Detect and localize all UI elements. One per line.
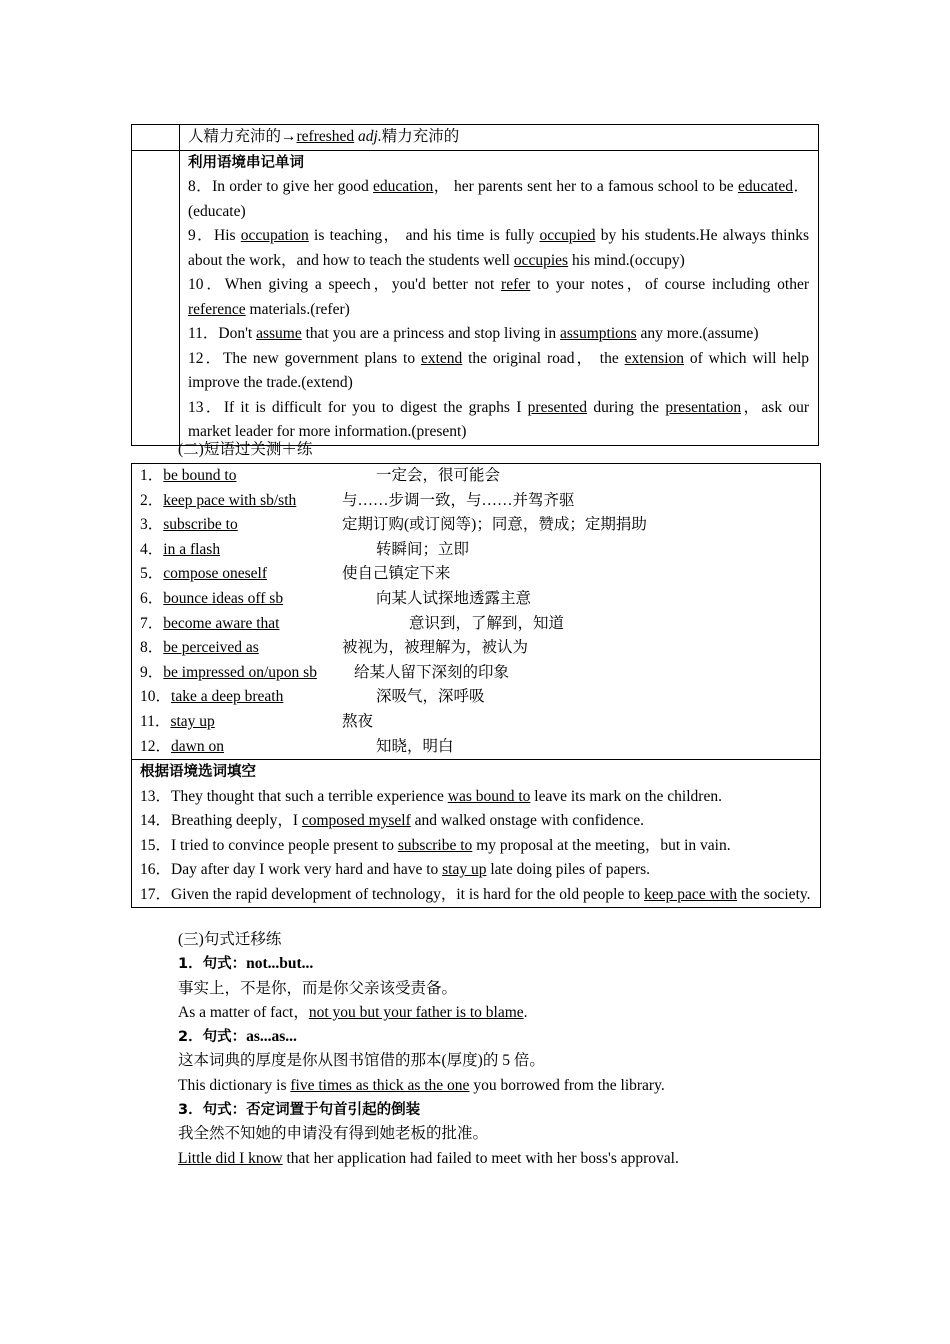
phrase-row: 11．stay up 熬夜 bbox=[132, 710, 820, 735]
answer: subscribe to bbox=[397, 836, 473, 854]
part-of-speech: adj. bbox=[358, 128, 382, 145]
phrase-zh: 熬夜 bbox=[342, 712, 374, 730]
phrase-row: 2．keep pace with sb/sth 与……步调一致，与……并驾齐驱 bbox=[132, 489, 820, 514]
answer: refer bbox=[501, 276, 531, 293]
answer: occupied bbox=[539, 227, 596, 244]
answer: assume bbox=[256, 325, 302, 342]
exercise-item: 14．Breathing deeply，I composed myself and walked onstage with confidence. bbox=[140, 812, 645, 830]
phrase-en: subscribe to bbox=[163, 516, 238, 534]
phrase-table bbox=[131, 463, 821, 908]
answer: stay up bbox=[442, 861, 487, 879]
phrase-row: 12．dawn on 知晓，明白 bbox=[132, 735, 820, 760]
derivation-word: refreshed bbox=[296, 128, 355, 145]
fill-in-section bbox=[132, 759, 820, 907]
answer: presented bbox=[527, 398, 588, 416]
context-exercise-cell bbox=[180, 150, 819, 445]
phrase-en: stay up bbox=[170, 712, 215, 730]
section3-title: (三)句式迁移练 bbox=[178, 931, 282, 948]
phrase-en: be bound to bbox=[163, 467, 237, 484]
sentence-pattern-section bbox=[178, 928, 818, 1171]
phrase-row: 1．be bound to 一定会，很可能会 bbox=[132, 464, 820, 489]
exercise-item: 15．I tried to convince people present to subscribe to my proposal at the meeting，but in vain. bbox=[140, 836, 731, 854]
exercise-item: 16．Day after day I work very hard and have to stay up late doing piles of papers. bbox=[140, 861, 651, 879]
phrase-en: keep pace with sb/sth bbox=[163, 491, 297, 509]
section-heading: 利用语境串记单词 bbox=[188, 154, 304, 171]
answer: Little did I know bbox=[178, 1149, 283, 1167]
phrase-en: be impressed on/upon sb bbox=[163, 663, 317, 681]
english-sentence: Little did I know that her application had failed to meet with her boss's approval. bbox=[178, 1149, 679, 1167]
english-sentence: As a matter of fact，not you but your father is to blame. bbox=[178, 1003, 528, 1021]
phrase-en: compose oneself bbox=[163, 565, 267, 583]
phrase-row: 5．compose oneself 使自己镇定下来 bbox=[132, 562, 820, 587]
answer: occupation bbox=[240, 227, 309, 244]
phrase-row: 9．be impressed on/upon sb 给某人留下深刻的印象 bbox=[132, 661, 820, 686]
phrase-zh: 与……步调一致，与……并驾齐驱 bbox=[342, 491, 575, 509]
phrase-row: 10．take a deep breath 深吸气，深呼吸 bbox=[132, 685, 820, 710]
phrase-zh: 深吸气，深呼吸 bbox=[376, 688, 485, 706]
exercise-item: 17．Given the rapid development of technology，it is hard for the old people to keep pace with the society. bbox=[140, 885, 811, 903]
phrase-row: 4．in a flash 转瞬间；立即 bbox=[132, 538, 820, 563]
phrase-row: 3．subscribe to 定期订购(或订阅等)；同意，赞成；定期捐助 bbox=[132, 513, 820, 538]
phrase-zh: 给某人留下深刻的印象 bbox=[354, 663, 510, 681]
table-left-cell bbox=[132, 125, 180, 151]
pattern-heading: 1．句式：not...but... bbox=[178, 955, 314, 973]
answer: not you but your father is to blame bbox=[308, 1003, 524, 1021]
exercise-item: 10．When giving a speech，you'd better not refer to your notes，of course including other reference materials.(refer) bbox=[188, 276, 809, 318]
phrase-en: in a flash bbox=[163, 540, 221, 558]
answer: composed myself bbox=[301, 812, 411, 830]
word-derivation-row bbox=[180, 125, 819, 151]
section2-title: (二)短语过关测＋练 bbox=[178, 441, 313, 458]
phrase-row: 6．bounce ideas off sb 向某人试探地透露主意 bbox=[132, 587, 820, 612]
answer: keep pace with bbox=[644, 885, 738, 903]
exercise-item: 9．His occupation is teaching， and his time is fully occupied by his students.He always thinks about the work，and how to teach the students well occupies his mind.(occupy) bbox=[188, 227, 809, 269]
answer: occupies bbox=[513, 251, 569, 269]
exercise-item: 11．Don't assume that you are a princess and stop living in assumptions any more.(assume) bbox=[188, 325, 759, 342]
table-left-cell bbox=[132, 150, 180, 445]
answer: education bbox=[373, 178, 434, 195]
phrase-zh: 使自己镇定下来 bbox=[342, 565, 451, 583]
phrase-zh: 一定会，很可能会 bbox=[376, 467, 501, 484]
exercise-item: 13．They thought that such a terrible experience was bound to leave its mark on the children. bbox=[140, 787, 722, 805]
answer: reference bbox=[188, 300, 246, 318]
phrase-en: become aware that bbox=[163, 614, 280, 632]
chinese-sentence: 事实上，不是你，而是你父亲该受责备。 bbox=[178, 979, 458, 997]
phrase-zh: 被视为，被理解为，被认为 bbox=[342, 639, 529, 657]
answer: extension bbox=[624, 349, 685, 367]
phrase-en: take a deep breath bbox=[171, 688, 284, 706]
answer: presentation bbox=[665, 398, 742, 416]
english-sentence: This dictionary is five times as thick as the one you borrowed from the library. bbox=[178, 1076, 665, 1094]
answer: assumptions bbox=[560, 325, 637, 342]
pattern-heading: 2．句式：as...as... bbox=[178, 1028, 297, 1046]
derivation-prefix: 人精力充沛的→ bbox=[188, 128, 297, 145]
derivation-meaning: 精力充沛的 bbox=[381, 128, 460, 145]
answer: five times as thick as the one bbox=[290, 1076, 470, 1094]
section-heading: 根据语境选词填空 bbox=[140, 764, 256, 781]
exercise-item: 12．The new government plans to extend the original road， the extension of which will help improve the trade.(extend) bbox=[188, 349, 810, 391]
chinese-sentence: 这本词典的厚度是你从图书馆借的那本(厚度)的 5 倍。 bbox=[178, 1052, 545, 1070]
answer: was bound to bbox=[447, 787, 531, 805]
phrase-row: 7．become aware that 意识到，了解到，知道 bbox=[132, 612, 820, 637]
phrase-en: be perceived as bbox=[163, 639, 259, 657]
pattern-heading: 3．句式：否定词置于句首引起的倒装 bbox=[178, 1102, 421, 1119]
chinese-sentence: 我全然不知她的申请没有得到她老板的批准。 bbox=[178, 1125, 489, 1143]
phrase-zh: 知晓，明白 bbox=[376, 737, 454, 755]
phrase-zh: 转瞬间；立即 bbox=[376, 540, 470, 558]
phrase-row: 8．be perceived as 被视为，被理解为，被认为 bbox=[132, 636, 820, 661]
phrase-zh: 向某人试探地透露主意 bbox=[376, 589, 532, 607]
exercise-item: 8．In order to give her good education， her parents sent her to a famous school to be educated．(educate) bbox=[188, 178, 809, 220]
vocabulary-table bbox=[131, 124, 819, 446]
answer: educated bbox=[737, 178, 794, 195]
phrase-en: dawn on bbox=[171, 737, 224, 755]
answer: extend bbox=[420, 349, 463, 367]
phrase-zh: 意识到，了解到，知道 bbox=[409, 614, 565, 632]
phrase-zh: 定期订购(或订阅等)；同意，赞成；定期捐助 bbox=[342, 516, 647, 534]
exercise-item: 13．If it is difficult for you to digest the graphs I presented during the presentation，ask our market leader for more information.(present) bbox=[188, 398, 810, 440]
phrase-en: bounce ideas off sb bbox=[163, 589, 284, 607]
